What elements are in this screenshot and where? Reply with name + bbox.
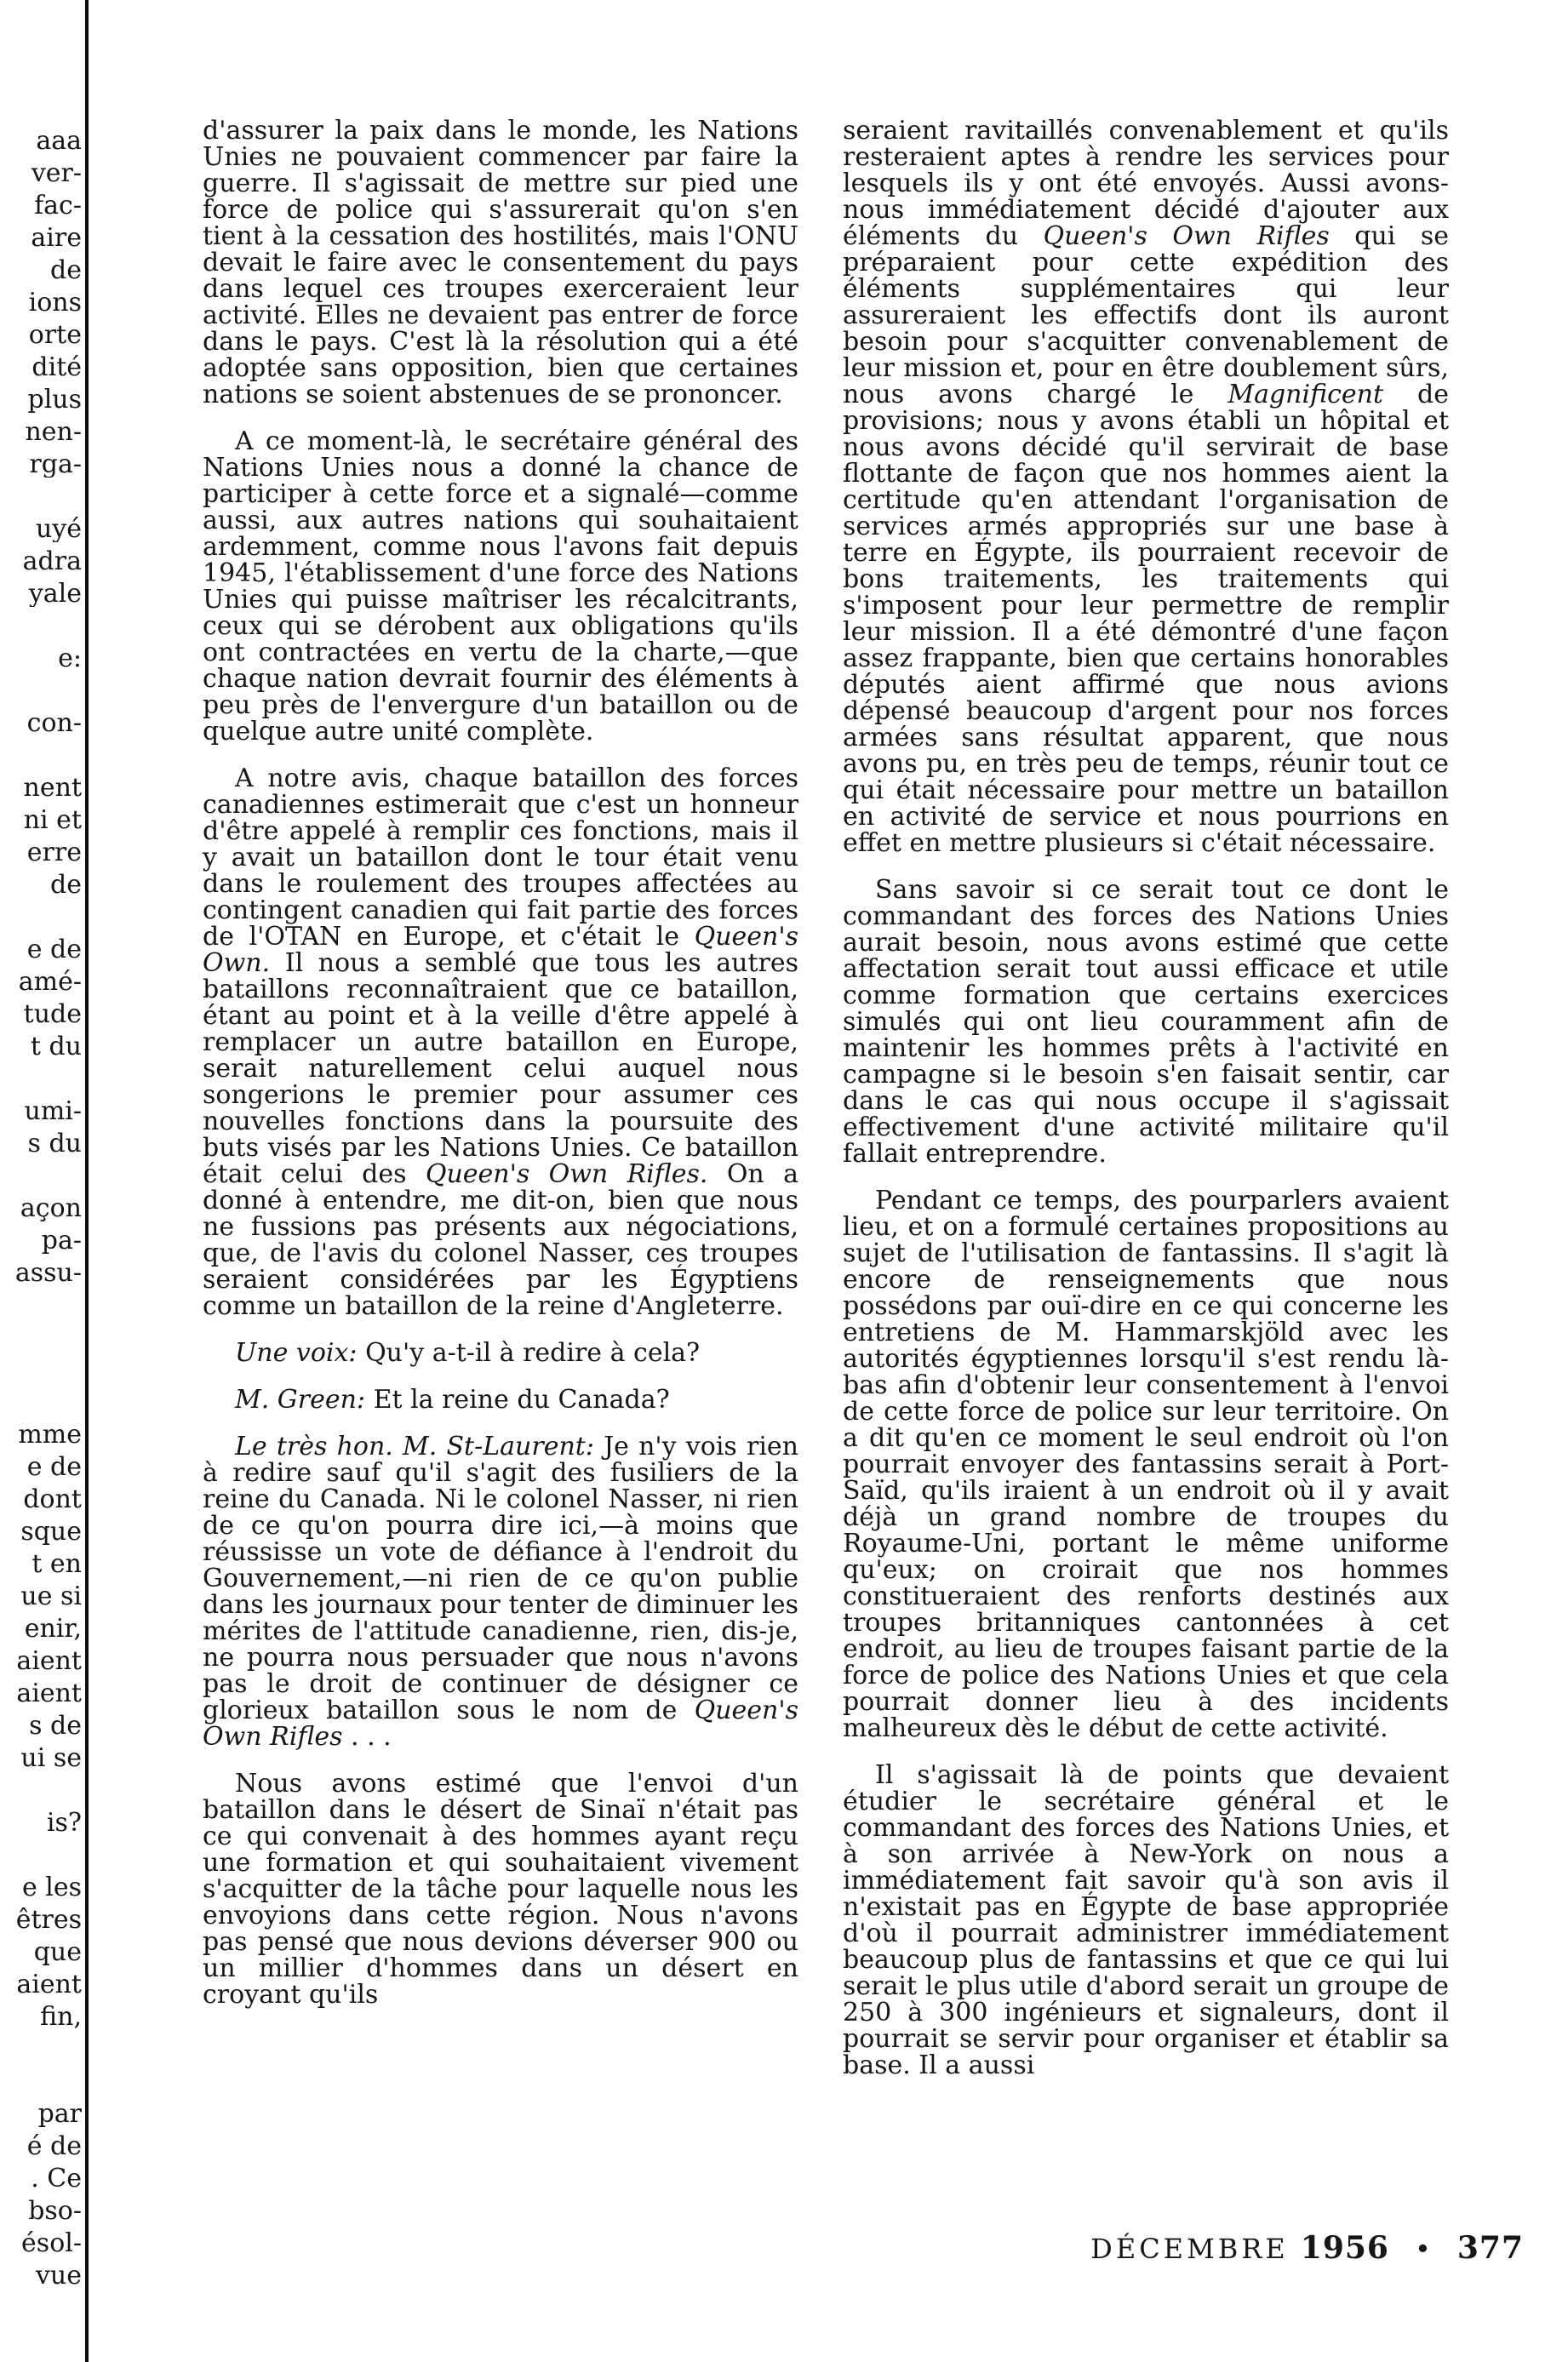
fragment-line: yale <box>28 580 82 607</box>
fragment-line: e de <box>26 936 82 963</box>
fragment-line: sque <box>20 1518 82 1545</box>
italic-name: Queen's Own Rifles. <box>425 1159 708 1189</box>
fragment-line: que <box>33 1939 82 1965</box>
fragment-line: êtres <box>15 1907 82 1933</box>
fragment-line: is? <box>46 1810 82 1836</box>
fragment-line: e les <box>21 1874 82 1901</box>
paragraph-text: Sans savoir si ce serait tout ce dont le commandant des forces des Nations Unies aurait besoin, nous avons estimé que cette affectation serait tout aussi efficace et utile comme formation que certains exercices simulés qui ont lieu couramment afin de maintenir les hommes prêts à l'activité en campagne si le besoin s'en faisait sentir, car dans le cas qui nous occupe il s'agissait effectivement d'une activité militaire qu'il fallait entreprendre. <box>843 875 1449 1169</box>
fragment-line: fin, <box>40 2004 82 2030</box>
fragment-line: é de <box>26 2133 82 2159</box>
fragment-line: vue <box>35 2262 82 2289</box>
paragraph-text: qui se préparaient pour cette expédition des éléments supplémentaires qui leur assureraient les effectifs dont ils auront besoin pour s'acquitter convenablement de leur mission et, pour en être doublement sûrs, nous avons chargé le <box>843 221 1449 409</box>
footer-month: DÉCEMBRE <box>1090 2233 1289 2265</box>
fragment-line: t du <box>30 1033 82 1060</box>
page-number: 377 <box>1456 2230 1524 2266</box>
fragment-line: nent <box>23 775 82 801</box>
fragment-line: dité <box>31 354 82 380</box>
fragment-line: t en <box>31 1551 82 1577</box>
fragment-line: erre <box>26 839 82 866</box>
fragment-line: plus <box>27 386 82 413</box>
paragraph-text: seraient ravitaillés convenablement et qu'ils resteraient aptes à rendre les services pour lesquels ils y ont été envoyés. Aussi avons-nous immédiatement décidé d'ajouter aux éléments du <box>843 116 1449 251</box>
page-footer <box>1090 2230 1524 2266</box>
fragment-line: e: <box>58 645 82 672</box>
fragment-line: ui se <box>20 1745 82 1771</box>
fragment-line: orte <box>28 322 82 348</box>
fragment-line: dont <box>23 1486 82 1513</box>
fragment-line: umi- <box>24 1098 82 1124</box>
speech-text: Et la reine du Canada? <box>365 1385 670 1415</box>
speech-text: . . . <box>342 1722 392 1752</box>
paragraph <box>203 117 798 408</box>
fragment-line: rga- <box>29 451 82 478</box>
fragment-line: nen- <box>25 419 82 445</box>
fragment-line: aaa <box>36 128 82 154</box>
speech-text: Je n'y vois rien à redire sauf qu'il s'agit des fusiliers de la reine du Canada. Ni le colonel Nasser, ni rien de ce qu'on pourra dire ici,—à moins que réussisse un vote de défiance à l'endroit du Gouvernement,—ni rien de ce qu'on publie dans les journaux pour tenter de diminuer les mérites de l'attitude canadienne, rien, dis-je, ne pourra nous persuader que nous n'avons pas le droit de continuer de désigner ce glorieux bataillon sous le nom de <box>203 1432 799 1725</box>
fragment-line: aient <box>16 1680 82 1707</box>
paragraph <box>203 428 798 745</box>
paragraph-text: Il nous a semblé que tous les autres bataillons reconnaîtraient que ce bataillon, étant au point et à la veille d'être appelé à remplacer un autre bataillon en Europe, serait naturellement celui auquel nous songerions le premier pour assumer ces nouvelles fonctions dans la poursuite des buts visés par les Nations Unies. Ce bataillon était celui des <box>203 948 798 1189</box>
fragment-line: ions <box>28 289 82 316</box>
paragraph-text: d'assurer la paix dans le monde, les Nations Unies ne pouvaient commencer par faire la guerre. Il s'agissait de mettre sur pied une force de police qui s'assurerait qu'on s'en tient à la cessation des hostilités, mais l'ONU devait le faire avec le consentement du pays dans lequel ces troupes exerceraient leur activité. Elles ne devaient pas entrer de force dans le pays. C'est là la résolution qui a été adoptée sans opposition, bien que certaines nations se soient abstenues de se prononcer. <box>203 116 798 409</box>
paragraph-text: Pendant ce temps, des pourparlers avaient lieu, et on a formulé certaines propositions au sujet de l'utilisation de fantassins. Il s'agit là encore de renseignements que nous possédons par ouï-dire en ce qui concerne les entretiens de M. Hammarskjöld avec les autorités égyptiennes lorsqu'il s'est rendu là-bas afin d'obtenir leur consentement à l'envoi de cette force de police sur leur territoire. On a dit qu'en ce moment le seul endroit où l'on pourrait envoyer des fantassins serait à Port-Saïd, qu'ils iraient à un endroit où il y avait déjà un grand nombre de troupes du Royaume-Uni, portant le même uniforme qu'eux; on croirait que nos hommes constitueraient des renforts destinés aux troupes britanniques cantonnées à cet endroit, au lieu de troupes faisant partie de la force de police des Nations Unies et que cela pourrait donner lieu à des incidents malheureux dès le début de cette activité. <box>843 1186 1449 1743</box>
fragment-line: aient <box>16 1971 82 1998</box>
fragment-line: ésol- <box>21 2230 82 2256</box>
fragment-line: ue si <box>20 1583 82 1610</box>
fragment-line: e de <box>26 1454 82 1480</box>
fragment-line: s du <box>27 1130 82 1157</box>
italic-name: Queen's Own Rifles <box>1043 221 1330 251</box>
fragment-line: s de <box>29 1713 82 1739</box>
previous-column-fragment <box>0 128 85 2307</box>
footer-year: 1956 <box>1300 2230 1389 2266</box>
fragment-line: bso- <box>28 2198 82 2224</box>
fragment-line: pa- <box>41 1227 82 1254</box>
fragment-line: açon <box>20 1195 82 1221</box>
paragraph-text: A notre avis, chaque bataillon des forces canadiennes estimerait que c'est un honneur d'être appelé à remplir ces fonctions, mais il y avait un bataillon dont le tour était venu dans le roulement des troupes affectées au contingent canadien qui fait partie des forces de l'OTAN en Europe, et c'était le <box>203 764 798 952</box>
speaker-name: M. Green: <box>235 1385 366 1415</box>
fragment-line: ver- <box>31 160 82 186</box>
fragment-line: ni et <box>23 807 82 833</box>
paragraph-text: On a donné à entendre, me dit-on, bien que nous ne fussions pas présents aux négociations, que, de l'avis du colonel Nasser, ces troupes seraient considérées par les Égyptiens comme un bataillon de la reine d'Angleterre. <box>203 1159 799 1321</box>
page-gutter-edge <box>85 0 89 2362</box>
fragment-line: con- <box>26 710 82 736</box>
speech <box>203 1433 798 1750</box>
interjection <box>203 1340 798 1366</box>
fragment-line: amé- <box>18 969 82 995</box>
fragment-line: aire <box>31 225 82 251</box>
text-column-left <box>203 117 798 2028</box>
italic-name: Queen's Own. <box>203 922 798 978</box>
fragment-line: assu- <box>14 1260 82 1286</box>
paragraph-text: A ce moment-là, le secrétaire général des Nations Unies nous a donné la chance de participer à cette force et a signalé—comme aussi, aux autres nations qui souhaitaient ardemment, comme nous l'avons fait depuis 1945, l'établissement d'une force des Nations Unies qui puisse maîtriser les récalcitrants, ceux qui se dérobent aux obligations qu'ils ont contractées en vertu de la charte,—que chaque nation devrait fournir des éléments à peu près de l'envergure d'un bataillon ou de quelque autre unité complète. <box>203 426 798 746</box>
paragraph-text: de provisions; nous y avons établi un hôpital et nous avons décidé qu'il servirait de base flottante de façon que nos hommes aient la certitude qu'en attendant l'organisation de services armés appropriés sur une base à terre en Égypte, ils pourraient recevoir de bons traitements, les traitements qui s'imposent pour leur permettre de remplir leur mission. Il a été démontré d'une façon assez frappante, bien que certains honorables députés aient affirmé que nous avions dépensé beaucoup d'argent pour nos forces armées sans résultat apparent, que nous avons pu, en très peu de temps, réunir tout ce qui était nécessaire pour mettre un bataillon en activité de service et nous pourrions en effet en mettre plusieurs si c'était nécessaire. <box>843 380 1450 858</box>
paragraph <box>843 117 1449 856</box>
fragment-line: par <box>37 2101 82 2127</box>
speech-text: Qu'y a-t-il à redire à cela? <box>357 1338 701 1368</box>
paragraph <box>843 1187 1449 1741</box>
fragment-line: . Ce <box>31 2165 82 2192</box>
fragment-line: de <box>50 872 82 898</box>
fragment-line: de <box>50 257 82 283</box>
speaker-name: Le très hon. M. St-Laurent: <box>235 1432 594 1461</box>
paragraph <box>203 765 798 1319</box>
paragraph <box>843 1762 1449 2079</box>
footer-separator: • <box>1414 2233 1432 2265</box>
fragment-line: adra <box>22 548 82 575</box>
speaker-name: Une voix: <box>235 1338 358 1368</box>
fragment-line: aient <box>16 1648 82 1674</box>
interjection <box>203 1387 798 1413</box>
paragraph <box>843 877 1449 1167</box>
italic-name: Magnificent <box>1228 380 1384 409</box>
fragment-line: fac- <box>34 192 82 219</box>
fragment-line: mme <box>18 1421 82 1448</box>
paragraph-text: Il s'agissait là de points que devaient étudier le secrétaire général et le commandant des forces des Nations Unies, et à son arrivée à New-York on nous a immédiatement fait savoir qu'à son avis il n'existait pas en Égypte de base appropriée d'où il pourrait administrer immédiatement beaucoup plus de fantassins et que ce qui lui serait le plus utile d'abord serait un groupe de 250 à 300 ingénieurs et signaleurs, dont il pourrait se servir pour organiser et établir sa base. Il a aussi <box>843 1760 1449 2080</box>
italic-name: Queen's Own Rifles <box>203 1696 798 1752</box>
fragment-line: enir, <box>24 1616 82 1642</box>
text-column-right <box>843 117 1449 2099</box>
fragment-line: uyé <box>35 516 82 542</box>
fragment-line: tude <box>23 1001 82 1027</box>
paragraph <box>203 1770 798 2008</box>
paragraph-text: Nous avons estimé que l'envoi d'un bataillon dans le désert de Sinaï n'était pas ce qui convenait à des hommes ayant reçu une formation et qui souhaitaient vivement s'acquitter de la tâche pour laquelle nous les envoyions dans cette région. Nous n'avons pas pensé que nous devions déverser 900 ou un millier d'hommes dans un désert en croyant qu'ils <box>203 1769 798 2010</box>
